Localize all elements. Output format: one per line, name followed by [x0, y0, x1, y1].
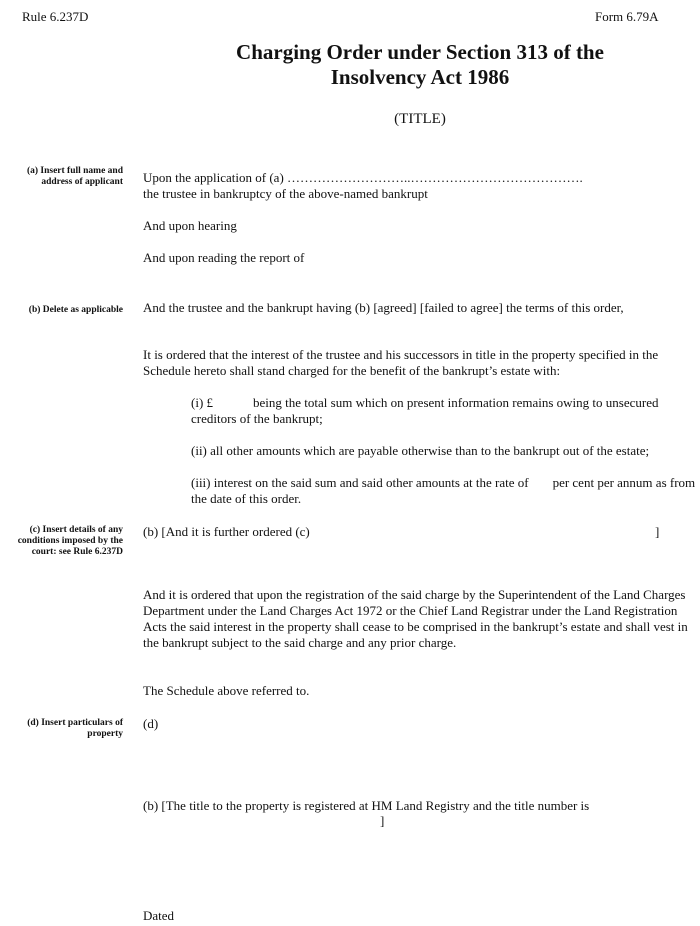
item-iii-prefix: (iii) interest on the said sum and said other amounts at the rate of — [191, 475, 529, 490]
item-i-text: being the total sum which on present information remains owing to unsecured creditors of the bankrupt; — [191, 395, 659, 426]
form-reference: Form 6.79A — [595, 9, 659, 24]
hearing-line: And upon hearing — [143, 218, 237, 233]
page-subtitle: (TITLE) — [394, 111, 446, 127]
title-line-2: Insolvency Act 1986 — [330, 65, 510, 89]
dated-line: Dated — [143, 908, 175, 923]
margin-note-d: (d) Insert particulars of property — [27, 718, 123, 739]
further-ordered-line: (b) [And it is further ordered (c) — [143, 524, 310, 539]
title-registered-line: (b) [The title to the property is registered at HM Land Registry and the title number is — [143, 798, 590, 813]
item-ii: (ii) all other amounts which are payable otherwise than to the bankrupt out of the estate; — [191, 443, 650, 458]
page-title — [170, 40, 670, 90]
application-line: Upon the application of (a) ………………………..…………………………………. — [143, 170, 583, 185]
margin-note-a: (a) Insert full name and address of applicant — [26, 166, 123, 187]
property-marker: (d) — [143, 716, 159, 731]
reading-line: And upon reading the report of — [143, 250, 305, 265]
further-ordered-close: ] — [655, 524, 660, 539]
item-iii-text: per cent per annum as from the date of this order. — [191, 475, 696, 506]
item-i-prefix: (i) £ — [191, 395, 214, 410]
margin-note-b: (b) Delete as applicable — [28, 305, 123, 315]
rule-reference: Rule 6.237D — [22, 9, 89, 24]
registration-paragraph: And it is ordered that upon the registration of the said charge by the Superintendent of the Land Charges Department under the Land Charges Act 1972 or the Chief Land Registrar under the Land Registration Acts the said interest in the property shall cease to be comprised in the bankrupt’s estate and shall vest in the bankrupt subject to the said charge and any prior charge. — [143, 587, 688, 650]
item-i — [191, 395, 696, 427]
agreement-line: And the trustee and the bankrupt having (b) [agreed] [failed to agree] the terms of this order, — [143, 300, 624, 315]
title-line-1: Charging Order under Section 313 of the — [236, 40, 604, 64]
schedule-line: The Schedule above referred to. — [143, 683, 310, 698]
trustee-line: the trustee in bankruptcy of the above-named bankrupt — [143, 186, 428, 201]
ordered-paragraph: It is ordered that the interest of the trustee and his successors in title in the property specified in the Schedule hereto shall stand charged for the benefit of the bankrupt’s estate with: — [143, 347, 659, 378]
margin-note-c: (c) Insert details of any conditions imposed by the court: see Rule 6.237D — [17, 525, 123, 557]
title-registered-close: ] — [380, 813, 385, 828]
item-iii — [191, 475, 696, 507]
